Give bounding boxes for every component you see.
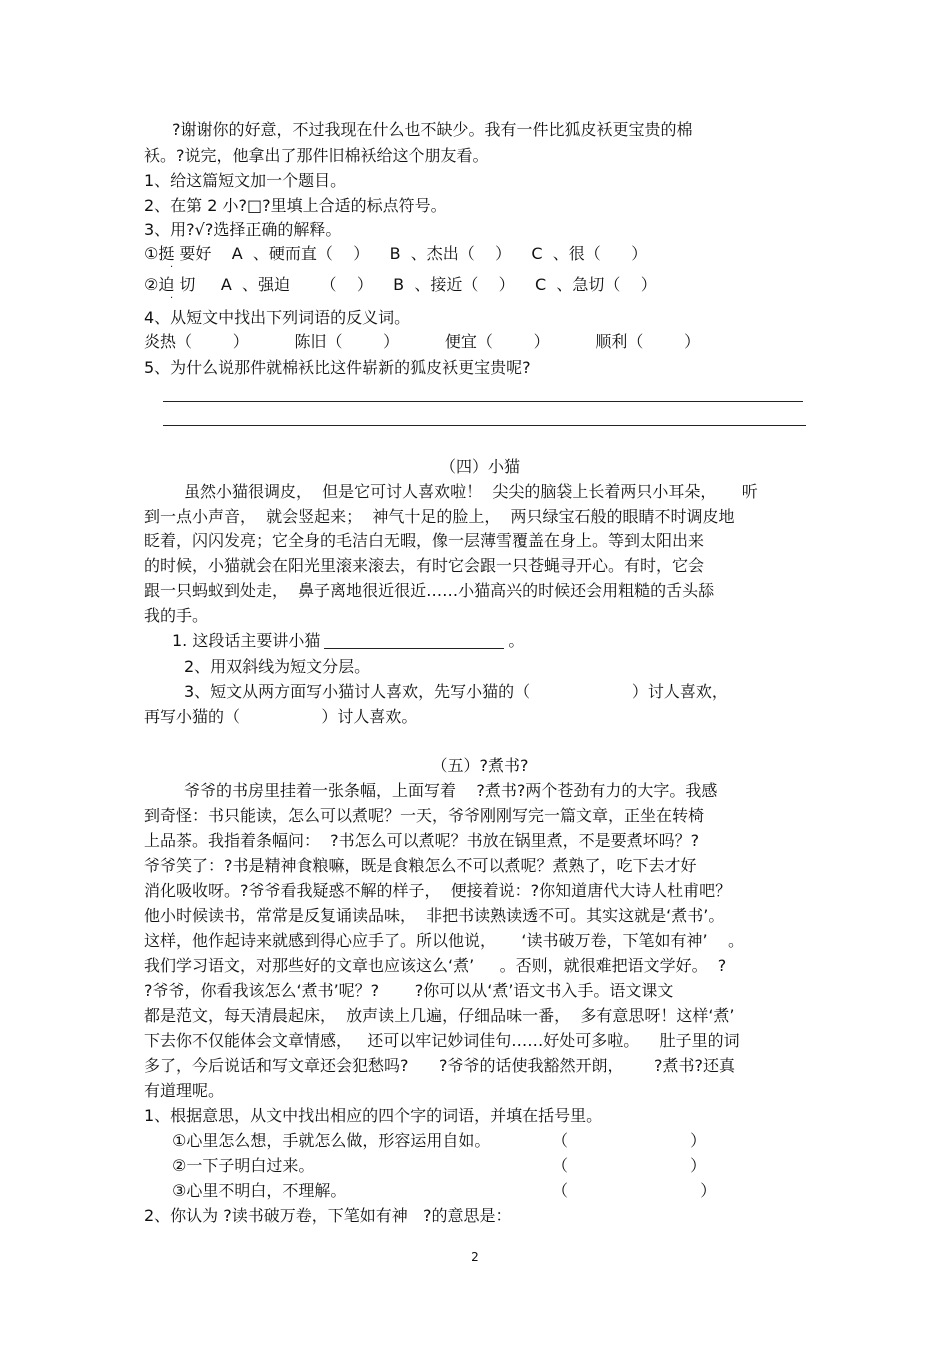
question-3: 3、用?√?选择正确的解释。 (144, 220, 342, 239)
emphasis-dot: · (170, 293, 174, 304)
section-title: （五）?煮书? (431, 756, 529, 775)
answer-line (163, 425, 806, 426)
passage-line: 到奇怪：书只能读，怎么可以煮呢？一天，爷爷刚刚写完一篇文章，正坐在转椅 (144, 806, 705, 825)
question-1-item-b: ②一下子明白过来。 (172, 1156, 315, 1175)
question-5: 5、为什么说那件就棉袄比这件崭新的狐皮袄更宝贵呢? (144, 358, 531, 377)
section-title: （四）小猫 (439, 457, 520, 476)
passage-line: 袄。?说完，他拿出了那件旧棉袄给这个朋友看。 (144, 146, 489, 165)
answer-parentheses[interactable]: （ ） (552, 1131, 707, 1150)
passage-line: 爷爷笑了：?书是精神食粮嘛，既是食粮怎么不可以煮呢？煮熟了，吃下去才好 (144, 856, 697, 875)
answer-line (163, 401, 803, 402)
question-1-item-c: ③心里不明白，不理解。 (172, 1181, 347, 1200)
question-3: 3、短文从两方面写小猫讨人喜欢，先写小猫的（ ）讨人喜欢， (184, 682, 728, 701)
answer-blank[interactable] (324, 632, 504, 649)
answer-parentheses[interactable]: （ ） (552, 1181, 717, 1200)
question-1: 1、根据意思，从文中找出相应的四个字的词语，并填在括号里。 (144, 1106, 603, 1125)
passage-line: 我们学习语文，对那些好的文章也应该这么‘煮’ 。否则，就很难把语文学好。 ? (144, 956, 727, 975)
question-2: 2、用双斜线为短文分层。 (184, 657, 371, 676)
question-4: 4、从短文中找出下列词语的反义词。 (144, 308, 411, 327)
question-1-text: 1. 这段话主要讲小猫 (172, 631, 321, 650)
answer-parentheses[interactable]: （ ） (552, 1156, 707, 1175)
question-2: 2、你认为 ?读书破万卷，下笔如有神 ?的意思是： (144, 1206, 512, 1225)
question-4-words: 炎热（ ） 陈旧（ ） 便宜（ ） 顺利（ ） (144, 332, 701, 351)
passage-line: 有道理呢。 (144, 1081, 225, 1100)
passage-line: 消化吸收呀。?爷爷看我疑惑不解的样子， 便接着说：?你知道唐代大诗人杜甫吧？ (144, 881, 732, 900)
question-1-item-a: ①心里怎么想，手就怎么做，形容运用自如。 (172, 1131, 491, 1150)
passage-line: 跟一只蚂蚁到处走， 鼻子离地很近很近……小猫高兴的时候还会用粗糙的舌头舔 (144, 581, 715, 600)
question-3-continued: 再写小猫的（ ）讨人喜欢。 (144, 707, 418, 726)
passage-line: 我的手。 (144, 606, 209, 625)
passage-line: 虽然小猫很调皮， 但是它可讨人喜欢啦！ 尖尖的脑袋上长着两只小耳朵， 听 (184, 482, 758, 501)
question-1 (172, 630, 524, 652)
question-3-option-a: ①挺 要好 A 、硬而直（ ） B 、杰出（ ） C 、很（ ） (144, 244, 648, 263)
question-3-option-b: ②迫 切 A 、强迫 （ ） B 、接近（ ） C 、急切（ ） (144, 275, 657, 294)
emphasis-dot: · (170, 262, 174, 273)
question-1: 1、给这篇短文加一个题目。 (144, 171, 347, 190)
question-2: 2、在第 2 小?□?里填上合适的标点符号。 (144, 196, 447, 215)
passage-line: ?爷爷，你看我该怎么‘煮书’呢？? ?你可以从‘煮’语文书入手。语文课文 (144, 981, 674, 1000)
passage-line: 他小时候读书，常常是反复诵读品味， 非把书读熟读透不可。其实这就是‘煮书’。 (144, 906, 725, 925)
passage-line: 的时候，小猫就会在阳光里滚来滚去，有时它会跟一只苍蝇寻开心。有时，它会 (144, 556, 705, 575)
passage-line: 眨着，闪闪发亮；它全身的毛洁白无暇，像一层薄雪覆盖在身上。等到太阳出来 (144, 531, 705, 550)
passage-line: 都是范文，每天清晨起床， 放声读上几遍，仔细品味一番， 多有意思呀！这样‘煮’ (144, 1006, 735, 1025)
passage-line: 下去你不仅能体会文章情感， 还可以牢记妙词佳句……好处可多啦。 肚子里的词 (144, 1031, 740, 1050)
passage-line: 多了，今后说话和写文章还会犯愁吗? ?爷爷的话使我豁然开朗， ?煮书?还真 (144, 1056, 736, 1075)
passage-line: 这样，他作起诗来就感到得心应手了。所以他说， ‘读书破万卷，下笔如有神’ 。 (144, 931, 744, 950)
passage-line: ?谢谢你的好意，不过我现在什么也不缺少。我有一件比狐皮袄更宝贵的棉 (172, 120, 693, 139)
passage-line: 爷爷的书房里挂着一张条幅，上面写着 ?煮书?两个苍劲有力的大字。我感 (184, 781, 718, 800)
passage-line: 上品茶。我指着条幅问： ?书怎么可以煮呢？书放在锅里煮，不是要煮坏吗？? (144, 831, 700, 850)
question-1-end: 。 (508, 631, 525, 650)
page-number: 2 (471, 1250, 479, 1264)
passage-line: 到一点小声音， 就会竖起来； 神气十足的脸上， 两只绿宝石般的眼睛不时调皮地 (144, 507, 735, 526)
